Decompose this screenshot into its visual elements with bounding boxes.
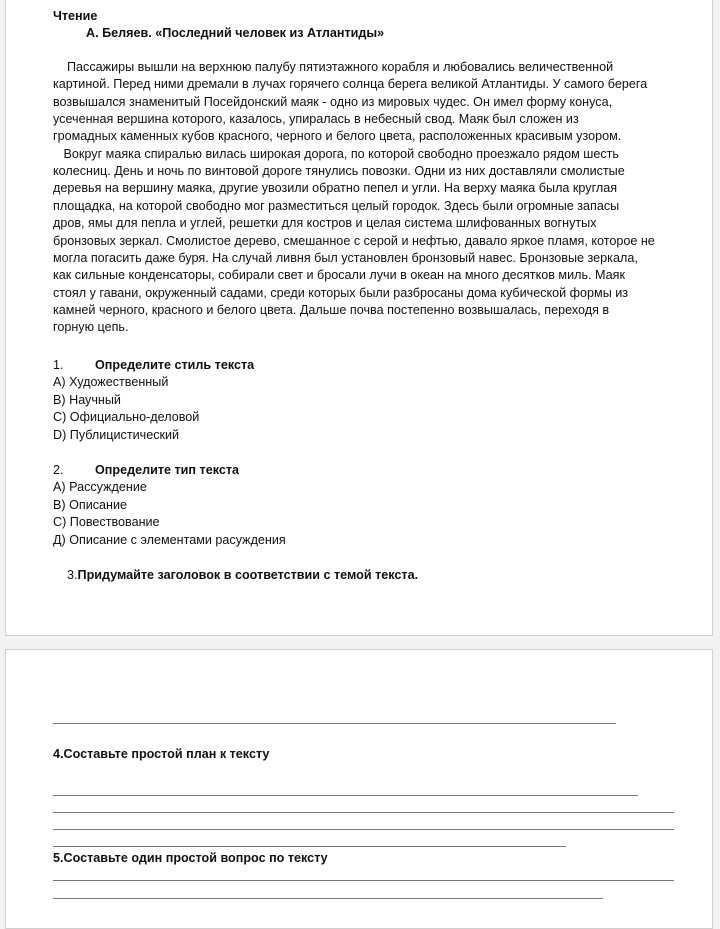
question-text: Определите стиль текста (95, 358, 255, 372)
passage-line: бронзовых зеркал. Смолистое дерево, смешанное с серой и нефтью, давало яркое пламя, которое не (53, 233, 655, 248)
question-text: Придумайте заголовок в соответствии с темой текста. (77, 568, 419, 582)
answer-line[interactable] (53, 812, 674, 813)
passage-line: возвышался знаменитый Посейдонский маяк - одно из мировых чудес. Он имел форму конуса, (53, 94, 613, 109)
passage-line: могла погасить даже буря. На случай ливня был установлен бронзовый навес. Бронзовые зеркала, (53, 250, 638, 265)
passage-line: Вокруг маяка спиралью вилась широкая дорога, по которой свободно проезжало рядом шесть (53, 146, 619, 161)
passage-line: дров, ямы для пепла и углей, решетки для костров и целая система шлифованных вогнутых (53, 216, 597, 231)
answer-line[interactable] (53, 795, 638, 796)
question-5: 5.Составьте один простой вопрос по тексту (53, 851, 328, 865)
passage-line: камней черного, красного и белого цвета. Дальше почва постепенно возвышалась, переходя в (53, 302, 610, 317)
question-1 (53, 357, 255, 374)
question-text: Определите тип текста (95, 463, 240, 477)
option: А) Художественный (53, 375, 169, 389)
question-number: 1. (53, 358, 64, 372)
option: С) Повествование (53, 515, 160, 529)
question-3 (67, 567, 418, 584)
option: В) Описание (53, 498, 128, 512)
answer-line[interactable] (53, 723, 616, 724)
option: В) Научный (53, 393, 121, 407)
option: Д) Описание с элементами расуждения (53, 533, 286, 547)
answer-line[interactable] (53, 880, 674, 881)
question-4: 4.Составьте простой план к тексту (53, 747, 270, 761)
question-number: 2. (53, 463, 64, 477)
answer-line[interactable] (53, 898, 603, 899)
page-1 (5, 0, 713, 636)
passage-line: Пассажиры вышли на верхнюю палубу пятиэтажного корабля и любовались величественной (53, 60, 614, 74)
subject-heading: Чтение (53, 9, 98, 23)
answer-line[interactable] (53, 829, 674, 830)
page-2 (5, 649, 713, 929)
question-2 (53, 462, 240, 479)
document-title: А. Беляев. «Последний человек из Атлантиды» (86, 26, 385, 40)
option: D) Публицистический (53, 428, 180, 442)
passage-line: горную цепь. (53, 320, 129, 335)
passage-line: усеченная вершина которого, казалось, упиралась в небесный свод. Маяк был сложен из (53, 112, 579, 127)
passage-line: картиной. Перед ними дремали в лучах горячего солнца берега великой Атлантиды. У самого берега (53, 77, 648, 92)
passage-line: колесниц. День и ночь по винтовой дороге тянулись повозки. Одни из них доставляли смолистые (53, 164, 625, 179)
question-number: 3. (67, 568, 78, 582)
passage-line: площадка, на которой свободно мог разместиться целый городок. Здесь были огромные запасы (53, 198, 620, 213)
option: А) Рассуждение (53, 480, 147, 494)
option: С) Официально-деловой (53, 410, 200, 424)
passage-line: громадных каменных кубов красного, черного и белого цвета, расположенных красивым узором. (53, 129, 622, 144)
passage-line: стоял у гавани, окруженный садами, среди которых были разбросаны дома кубической формы из (53, 285, 629, 300)
passage-line: как сильные конденсаторы, собирали свет и бросали лучи в океан на много десятков миль. Маяк (53, 268, 625, 283)
passage-line: деревья на вершину маяка, другие увозили обратно пепел и угли. На верху маяка была круглая (53, 181, 618, 196)
answer-line[interactable] (53, 846, 566, 847)
